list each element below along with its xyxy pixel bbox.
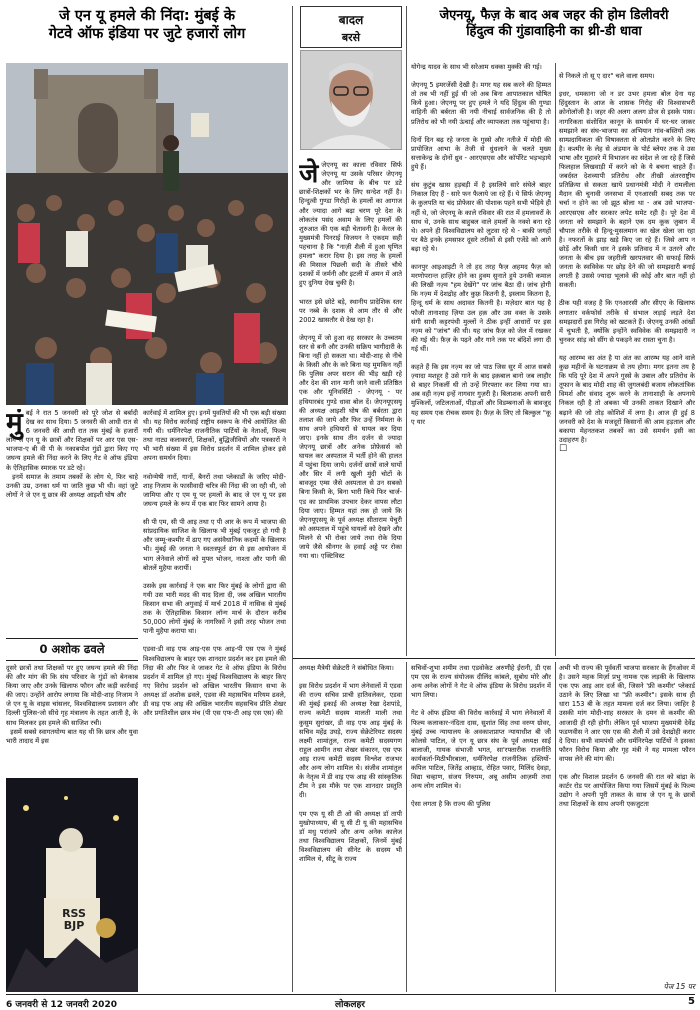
right-story-col1: योगेन्द्र यादव के साथ भी सरेआम धक्का मुक्की की गई। जेएनयू 5 इमरजेंसी देखी है। मगर यह सब करने की हिम्मत तो तब भी नहीं हुई थी जो अब बिना आपातकाल घोषित किये हुआ। जेएनयू पर हुए हमले ने यदि हिंदुत्व की गुण्डा वाहिनी की बर्बरता की नयी नीचाई सार्वजनिक की है तो प्रतिरोध को भी नयी ऊंचाई और व्यापकता तक पहुंचाया है। दिनों दिन बढ़ रहे जनता के गुस्से और नतीजे में मोदी की प्रायोजित आभा के तेजी से धुंधलाने के चलते मुख्य सत्ताकेन्द्र के दोनों ध्रुव - आरएसएस और कॉर्पोरेट भड़भड़ाये हुये हैं। संघ कुटुंब खास हड़बड़ी में है इसलिये सारे संघेले बाहर निकाल दिए हैं - सारे फन फैलाये जा रहे हैं। ये सिर्फ जेएनयू के कुलपति या चंद प्रोफेसर की पोशाक पहने सभी भेड़िये ही नहीं थे, जो जेएनयू के काले रविवार की रात में हमलावरों के साथ थे, उनके साथ बाहुबल वाले हमलों के नक्शे बना रहे थे। अपने ही विश्वविद्यालय को लुटवा रहे थे - बाकी जगहों पर बैठे इनके हमसफ़र दूसरे तरीकों से इसी एजेंडे को आगे बढ़ा रहे थे। कानपुर आइआइटी ने तो हद तरह फैज़ अहमद फैज़ को मरणोपरान्त हाज़िर होने का हुक्म सुनाते हुये उनकी कमाल की लिखी नज़्म "हम देखेंगे" पर जांच बैठा दी। जांच होगी कि नज़्म में देशद्रोह और कुफ़्र कितनी है, इस्लाम कितना है, हिन्दू धर्म के साथ अदावत कितनी है। मज़ेदार बात यह है फौजी तानाशाह ज़िया उल हक़ और उस वक्त के उसके संगी साथी कट्टरपंथी मुल्लों ने ठीक इन्हीं आधारों पर इस नज़्म को "जांच" की थी। यह जांच फ़ैज़ को जेल में रखकर की गई थी। फ़ैज़ के पढ़ने और गाने तक पर बंदिशें लगा दी गई थीं। कहते हैं कि इस नज़्म का जो पाठ जिस सुर में आज सबसे ज़्यादा मशहूर है उसे गाने के बाद इक़बाल बानो जब लाहौर से बाहर निकलीं थी तो उन्हें गिरफ्तार कर लिया गया था। अब वही नज़्म इन्हें नागवार गुज़री है। बिलाशक अपनी सारी मुश्किलों, जटिलताओं, पीड़ाओं और विडम्बनाओं के बावजूद यह समय एक रोचक समय है। फ़ैज़ के लिए तो बिल्कुल "कू ए यार bbox=[411, 63, 551, 426]
footer-page-number: 5 bbox=[688, 996, 695, 1007]
left-story-para1: बई ने रात 5 जनवरी को पूरे जोश से बर्बादी देख का साथ दिया। 5 जनवरी की आधी रात से 6 जनवरी की आधी रात तक मुंबई के हजारों लोग जे एन यू के छात्रों और शिक्षकों पर आर एस एस-भाजपा-ए बी वी पी के नकाबपोश गुंडों द्वारा किए गए जघन्य हमले की निंदा करने के लिए गेट वे ऑफ इंडिया के ऐतिहासिक स्मारक पर डटे रहे। bbox=[6, 409, 138, 472]
byline-author: 0 अशोक ढवले bbox=[39, 642, 105, 656]
bottom-col-3: अभी भी राज्य की पूर्ववर्ती भाजपा सरकार के हैंगओवर में है। उसने महक मिर्ज़ा प्रभु नामक एक लड़की के खिलाफ एक एफ आइ आर दर्ज की, जिसने 'फ्री कश्मीर' प्लेकार्ड उठाने के लिए लिखा था "फ्री कश्मीर"। इसके साथ ही धारा 153 बी के तहत मामला दर्ज कर लिया। जाहिर है उसकी मांग मोदी-शाह सरकार के दमन से कश्मीर की आजादी ही रही होगी। लेकिन पूर्व भाजपा मुख्यमंत्री देवेंद्र फडणवीस ने आर एस एस की शैली में उसे देशद्रोही करार दे दिया। सभी वामपंथी और धर्मनिरपेक्ष पार्टियों ने इसका फौरन विरोध किया और गृह मंत्री ने यह मामला फौरन वापस लेने की मांग की। एक और विशाल प्रदर्शन 6 जनवरी की रात को बांद्रा के कार्टर रोड पर आयोजित किया गया जिसमें मुंबई के फिल्म उद्योग ने अपनी पूरी ताकत के साथ जे एन यू के छात्रों तथा शिक्षकों के साथ अपनी एकजुटता bbox=[559, 664, 695, 809]
left-story-para2: इनमें समाज के तमाम तबकों के लोग थे, फिर चाहे उनकी उम्र, उनका धर्म या जाति कुछ भी थी। वहां जुटे लोगों ने जे एन यू छात्र की अध्यक्ष आइशी घोष और bbox=[6, 472, 138, 499]
footer-rule bbox=[6, 994, 695, 995]
byline-rule-bottom bbox=[6, 660, 138, 661]
column-header-badal bbox=[300, 6, 402, 48]
left-story-col1 bbox=[6, 664, 138, 774]
badal-story bbox=[299, 152, 402, 656]
headline-left-line1: जे एन यू हमले की निंदा: मुंबई के bbox=[59, 8, 235, 24]
left-story-col1b-text: इसमें सबसे स्वागतयोग्य बात यह थी कि छात्र और युवा भारी तादाद में इस bbox=[6, 727, 138, 745]
dropcap: मुं bbox=[6, 409, 23, 439]
protest-photo-placard bbox=[6, 778, 138, 992]
continued-note: पेज 15 पर bbox=[663, 982, 695, 991]
divider-bottom-2 bbox=[555, 662, 556, 992]
end-mark: ☐ bbox=[559, 443, 568, 454]
placard-photo-illustration bbox=[6, 778, 138, 992]
section-rule bbox=[293, 658, 695, 659]
placard-line1: RSS bbox=[62, 907, 86, 920]
divider-bottom-1 bbox=[406, 662, 407, 992]
author-portrait bbox=[300, 50, 402, 150]
byline-rule-top bbox=[6, 638, 138, 639]
placard-text bbox=[54, 908, 94, 932]
column-title: बादल bbox=[338, 13, 364, 27]
left-story-col2: कार्रवाई में शामिल हुए। इनमें युवतियों की भी एक बड़ी संख्या थी। यह विरोध कार्रवाई राष्ट्रीय स्वरूप के नीचे आयोजित की गयी थी। धर्मनिरपेक्ष राजनीतिक पार्टियों के नेताओं, फिल्म तथा नाट्य कलाकारों, शिक्षकों, बुद्धिजीवियों और पत्रकारों ने भी भारी संख्या में इस विरोध प्रदर्शन में शामिल होकर इसे अपना समर्थन दिया। नवोन्मेषी नारों, गानों, बैनरों तथा प्लेकार्डों के जरिए मोदी-शाह निजाम के फासीवादी चरित्र की निंदा की जा रही थी, जो जामिया और ए एम यू पर हमलों के बाद जे एन यू पर इस जघन्य हमले के रूप में एक बार फिर सामने आया है। सी पी एम, सी पी आइ तथा ए पी आर के रूप में भाजपा की सांप्रदायिक साजिश के खिलाफ भी मुंबई एकजुट हो गयी है और जम्मू-कश्मीर में ढाए गए असंवैधानिक कदमों के खिलाफ भी। मुंबई की जनता ने स्वतःस्फूर्त ढंग से इस आयोजन में भाग लेनेवाले लोगों को मुफ्त भोजन, नाश्ता और पानी की बोतलें मुहैया करायीं। उसके इस कार्रवाई ने एक बार फिर मुंबई के लोगों द्वारा की गयी उस भारी मदद की याद दिला दी, जब अखिल भारतीय किसान सभा की अगुवाई में मार्च 2018 में नासिक से मुंबई तक के ऐतिहासिक किसान लॉन्ग मार्च के दौरान करीब 50,000 लोगों मुंबई के नागरिकों ने इसी तरह भोजन तथा पानी मुहैया कराया था। एडवा-डी वाइ एफ आइ-एस एफ आइ-पी एस एफ ने मुंबई विश्वविद्यालय के बाहर एक शानदार प्रदर्शन कर इस हमले की निंदा की और फिर वे जाकर गेट वे ऑफ इंडिया के विरोध प्रदर्शन में शामिल हो गए। मुंबई विश्वविद्यालय के बाहर किए गए विरोध प्रदर्शन को अखिल भारतीय किसान सभा के अध्यक्ष डाॅ अशोक ढवले, एडवा की महासचिव मरियम ढवले, डी वाइ एफ आइ की अखिल भारतीय सहसचिव प्रीति शेखर और प्रगतिशील छात्र मंच (पी एस एफ-टी आइ एस एस) की bbox=[143, 409, 286, 718]
right-story-col2 bbox=[559, 63, 695, 645]
bottom-col-1: अध्यक्ष मैत्रेयी सेक्रेटरी ने संबोधित किया। इस विरोध प्रदर्शन में भाग लेनेवालों में एडवा की राज्य सचिव प्राची हातिवलेकर, एडवा की मुंबई इकाई की अध्यक्ष रेखा देशपांडे, राज्य कमेटी सदस्य मालती माली तथा कुसुम सुरांखर, डी वाइ एफ आइ मुंबई के सचिव महेंद्र उघड़े, राज्य सेक्रेटेरियट सदस्य लक्ष्मी शामांतुल, राज्य कमेटी सदस्यगण राहुल आमीन तथा शेखर संकारन, एस एफ आइ राज्य कमेटी सदस्य विश्लेश राजभर और अन्य लोग शामिल थे। संजीव शामांतुल के नेतृत्व में डी वाइ एफ आइ की सांस्कृतिक टीम ने इस मौके पर एक शानदार प्रस्तुति दी। एम एफ यू सी टी ओ की अध्यक्ष डाॅ तापी मुखोपाध्याय, बी यू सी टी यू की महासचिव डाॅ मधु परांजपे और अन्य अनेक कालेज तथा विश्वविद्यालय शिक्षकों, जिनमें मुंबई विश्वविद्यालय की सीनेट के सदस्य भी शामिल थे, सीटू के राज्य bbox=[299, 664, 402, 863]
badal-story-text: जेएनयू का काला रविवार सिर्फ जेएनयू या उसके परिसर जेएनयू और जामिया के बीच पर डटे छात्रों-शिक्षकों भर के लिए सन्देश नहीं है। हिन्दुत्वी गुण्डा गिरोहों के हमलों का आगाज और ज्यादा आगे बढ़ा चरण पूरे देश के लोकतंत्र पसंद अवाम के लिए हमलों की शुरुआत की एक बड़ी चेतावनी है। केरल के मुख्यमंत्री पिनराई विजयन ने एकदम सही पहचाना है कि "नाज़ी शैली में हुआ घृणित हमला" करार दिया है। इस तरह के हमलों की मिसाल पिछली सदी के तीसरे चौथे दशकों में जर्मनी और इटली में अमन में आते हुए दुनिया देख चुकी है। भारत इसे छोटे बड़े, स्थानीय प्रादेशिक स्तर पर नब्बे के दशक से आम तौर से और 2002 खासतौर से देख रहा है। जेएनयू में जो हुआ वह सरकार के उच्चतम स्तर से बनी और उनकी सक्रिय भागीदारी के बिना नहीं हो सकता था। मोदी-शाह से नीचे के किसी और के करे बिना यह मुमकिन नहीं कि पुलिस अपर सरान की भीड़ खड़ी रहे और देश की शान मानी जाने वाली प्रतिष्ठित एक और यूनिवर्सिटी - जेएनयू - पर हथियारबंद गुण्डे धावा बोल दें। जेएनयूएसयू की अध्यक्ष आइशी घोष की बर्बरता द्वारा तलाश की जाये और फिर उन्हें निर्ममता के साथ अपने हथियारों से घायल कर दिया जाए। इनके साथ तीन दर्जन से ज्यादा जेएनयू छात्रों और अनेक प्रोफ़ेसर्स को घायल कर अस्पताल में भर्ती होने की हालत में पहुंचा दिया जाये। दर्जनों छात्रों वाले घायों और सिर में लगी खुली मुंदी चोटों के बावजूद एम्स जैसे अस्पताल से उन सबको बिना किसी के, बिना भारी किये फिर चार्ज-एड का प्राथमिक उपचार देकर वापस लौटा दिया जाए। हिम्मत यहां तक हो जाये कि जेएनयूएसयू के पूर्व अध्यक्ष सीताराम येचुरी को अस्पताल में पहुंचे घायलों को देखने और मिलने से भी रोका जाये तथा रोके दिया जाये जैसे श्रीनगर के हवाई अड्डे पर रोका गया था। एक्टिविस्ट bbox=[299, 161, 402, 561]
headline-left bbox=[6, 8, 288, 43]
divider-left bbox=[292, 6, 293, 992]
protest-photo-gateway bbox=[6, 63, 288, 405]
headline-left-line2: गेटवे ऑफ इंडिया पर जुटे हजारों लोग bbox=[48, 25, 246, 42]
far-right-text: से निकले तो सू ए दार" चले वाला समय। इधर, धमकाना जो न डर उभर हमला बोल देना यह हिंदुस्तान के आज के शासक गिरोह की विश्वासभरी क्रोनोलॉजी है। जहर की अलग अलग डोज से इसके पास। नागरिकता संशोधित कानून के समर्थन में घर-घर जाकर समझाने का संघ-भाजपा का अभियान गांव-बस्तियों तक साम्प्रदायिकता की विषाक्तता से ओतप्रोत करने के लिए है। कश्मीर के लेह से अंडमान के पोर्ट ब्लेयर तक वे उस भाषा और मुहावरे में विभाजन का संदेश ले जा रहे हैं जिसे फिलहाल लिखवाड़ी में करने को के ये बचना चाहते हैं। जबर्दस्त देशव्यापी प्रतिरोध और तीखी अंतरराष्ट्रीय प्रतिक्रिया से सकता खाये प्रधानमंत्री मोदी ने रामलीला मैदान की चुनावी जनसभा में एनआरसी सबद तक पर चर्चा न होने का जो झूठ बोला था - अब उसे भाजपा-आरएसएस और सरकार लपेट समेट रही है। पूरे देश में जनता को समझाने के बहाने एक दम कूक जुबान में चौपाल तरीके से हिन्दू-मुसलमान का खेल खेला जा रहा है। नफरतों के झाड़ खड़े किए जा रहे हैं। जिसे आप न छोड़ें और किसी धार ने इसके प्रतिवाद में न उतरने और जनता के बीच इस जहरीली खरपतवार की सफाई सिर्फ जनता के स्वविवेक पर छोड़ देने की जो समझदारी बनाई लगती है उससे ज्यादा भूलावे की कोई और बात नहीं हो सकती। ठीक यही वजह है कि एनआरसी और सीएए के खिलाफ लगातार वर्कफोर्स तरीके से संभाल लड़ाई लड़ते देश समझदारों इस गिरोह को खटकते हैं। जेएनयू उनकी आंखों में चुभती है, क्योंकि इन्होंने स्वविवेक की समझदारी न चुनकर सांड़ को सींग से पकड़ने का रास्ता चुना है। यह आरम्भ का अंत है या अंत का आरम्भ यह आने वाले कुछ महीनों के घटनाक्रम से तय होगा। मगर इतना तय है कि यदि पूरे देश में अपने गुस्से के उबाल और प्रतिरोध के तूफान के बाद मोदी शाह की जुगलबंदी बजाय लोकतांत्रिक विमर्श और संवाद शुरू करने के तानाशाही के अपनाये निकल रही है तो अबका भी उनकी ताकत दिखाने और बढ़ाने की जो तोड़ कोशिशें में लगा है। आज ही हुई 8 जनवरी को देश के मजदूरों किसानों की आम हड़ताल और बकाया मेहनतकश तबकों का उसे समर्थन इसी का उदाहरण है। bbox=[559, 72, 695, 444]
headline-right bbox=[412, 8, 696, 40]
protest-photo-illustration bbox=[6, 63, 288, 405]
divider-right-inner bbox=[555, 63, 556, 656]
bottom-col-2: सचिवों-शुभा शमीम तथा एडवोकेट अरुणीहे ईरानी, डी एस एम एस के राज्य संयोजक दीलिंद कांबले, सुबोध मोरे और अन्य अनेक लोगों ने गेट वे ऑफ इंडिया के विरोध प्रदर्शन में भाग लिया। गेट वे ऑफ इंडिया की विरोध कार्रवाई में भाग लेनेवालों में फिल्म कलाकार-नंदिता दास, सुशांत सिंह तथा वरुण ग्रोवर, मुंबई उच्च न्यायालय के अवकाशप्राप्त न्यायाधीश बी जी कोलसे पाटिल, जे एन यू छात्र संघ के पूर्व अध्यक्ष साईं बालाजी, गायक संभाजी भगत, सा'रफ्तारीक राजनीति कार्यकर्ता-मिठीभीरबाला, धर्मनिरपेक्ष राजनीतिक हस्तियों-कपिल पाटिल, जितेंद्र आव्हाड, रोहित पवार, मिलिंद देवड़ा, विद्या चव्हाण, संजय निरुपम, अबू असीम आज़मी तथा अन्य लोग शामिल थे। ऐसा लगता है कि राज्य की पुलिस bbox=[411, 664, 551, 809]
divider-right bbox=[406, 6, 407, 656]
dropcap-badal: जे bbox=[299, 159, 319, 190]
column-subtitle: बरसे bbox=[341, 31, 361, 44]
placard-line2: BJP bbox=[63, 919, 85, 932]
portrait-illustration bbox=[301, 51, 401, 149]
headline-right-line1: जेएनयू, फैज़ के बाद अब जहर की होम डिलीवरी bbox=[439, 8, 669, 23]
left-story-intro bbox=[6, 409, 138, 634]
footer-date: 6 जनवरी से 12 जनवरी 2020 bbox=[6, 1000, 117, 1010]
left-story-col1-text: दूसरे छात्रों तथा शिक्षकों पर हुए जघन्य हमले की निंदा की और मांग की कि संघ परिवार के गुंडों को बेनकाब किया जाए और उनके खिलाफ फौरन और कड़ी कार्रवाई की जाए। उन्होंने आरोप लगाया कि मोदी-शाह निजाम ने जे एन यू के वाइस चांसलर, विश्वविद्यालय प्रशासन और दिल्ली पुलिस-जो सीधे गृह मंत्रालय के तहत आती है, के साथ मिलकर इस हमले की साजिश रची। bbox=[6, 664, 138, 727]
footer-paper-name: लोकलहर bbox=[335, 1000, 365, 1010]
headline-right-line2: हिंदुत्व की गुंडावाहिनी का थ्री-डी धावा bbox=[466, 23, 642, 39]
